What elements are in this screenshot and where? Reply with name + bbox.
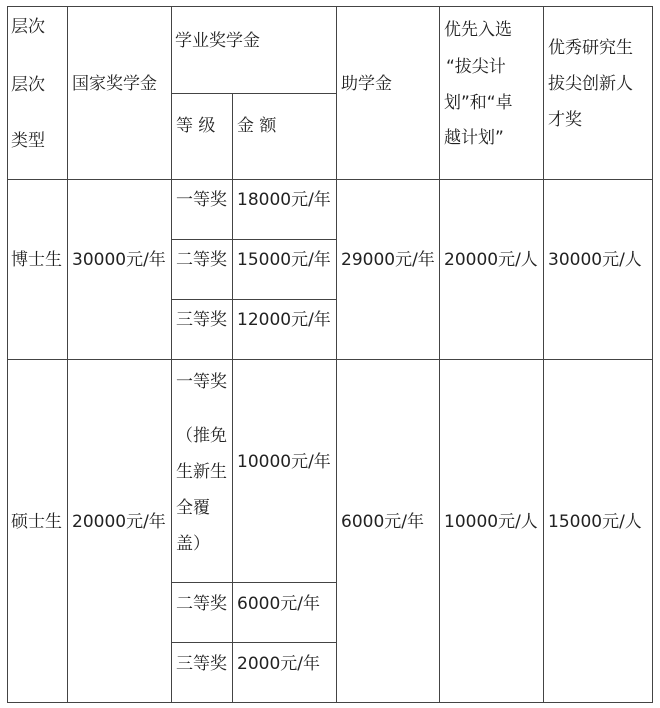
col-divider [543, 6, 544, 703]
phd-amount-1: 18000元/年 [237, 190, 331, 210]
col-divider [336, 6, 337, 703]
master-amount-2: 6000元/年 [237, 594, 320, 614]
master-grade-1-line-4: 全覆 [176, 498, 210, 518]
phd-national: 30000元/年 [72, 250, 166, 270]
master-grade-1-line-2: （推免 [176, 426, 227, 446]
row-divider [171, 239, 336, 240]
header-priority-line-4: 越计划” [444, 128, 504, 148]
header-priority-line-1: 优先入选 [444, 20, 512, 40]
row-divider [7, 359, 653, 360]
phd-grade-2: 二等奖 [176, 250, 227, 270]
header-national: 国家奖学金 [72, 74, 157, 94]
col-divider [67, 6, 68, 703]
header-grant: 助学金 [341, 74, 392, 94]
header-excellent-line-2: 拔尖创新人 [548, 74, 633, 94]
phd-excellent: 30000元/人 [548, 250, 642, 270]
master-grade-1-line-3: 生新生 [176, 462, 227, 482]
master-grade-1-line-1: 一等奖 [176, 372, 227, 392]
header-excellent-line-3: 才奖 [548, 110, 582, 130]
row-divider [7, 179, 653, 180]
table-border-right [652, 6, 653, 703]
master-priority: 10000元/人 [444, 512, 538, 532]
header-priority-line-3: 划”和“卓 [444, 93, 513, 113]
header-academic: 学业奖学金 [175, 31, 260, 51]
master-amount-1: 10000元/年 [237, 452, 331, 472]
header-excellent-line-1: 优秀研究生 [548, 38, 633, 58]
row-divider [171, 299, 336, 300]
table-border-left [7, 6, 8, 703]
header-level-line-3: 类型 [11, 131, 45, 151]
phd-grade-1: 一等奖 [176, 190, 227, 210]
table-border-bottom [7, 702, 653, 703]
phd-amount-2: 15000元/年 [237, 250, 331, 270]
master-grade-2: 二等奖 [176, 594, 227, 614]
col-divider [439, 6, 440, 703]
master-grade-1-line-5: 盖） [176, 534, 210, 554]
phd-grant: 29000元/年 [341, 250, 435, 270]
master-amount-3: 2000元/年 [237, 654, 320, 674]
row-divider [171, 93, 336, 94]
master-excellent: 15000元/人 [548, 512, 642, 532]
header-level-line-1: 层次 [11, 17, 45, 37]
col-divider [232, 93, 233, 703]
phd-amount-3: 12000元/年 [237, 310, 331, 330]
phd-label: 博士生 [11, 250, 62, 270]
master-grade-3: 三等奖 [176, 654, 227, 674]
header-priority-line-2: “拔尖计 [446, 57, 506, 77]
master-label: 硕士生 [11, 512, 62, 532]
header-amount: 金 额 [237, 116, 277, 136]
row-divider [171, 642, 336, 643]
phd-grade-3: 三等奖 [176, 310, 227, 330]
row-divider [171, 582, 336, 583]
master-national: 20000元/年 [72, 512, 166, 532]
master-grant: 6000元/年 [341, 512, 424, 532]
table-border-top [7, 6, 653, 7]
phd-priority: 20000元/人 [444, 250, 538, 270]
header-grade: 等 级 [176, 116, 216, 136]
col-divider [171, 6, 172, 703]
header-level-line-2: 层次 [11, 75, 45, 95]
